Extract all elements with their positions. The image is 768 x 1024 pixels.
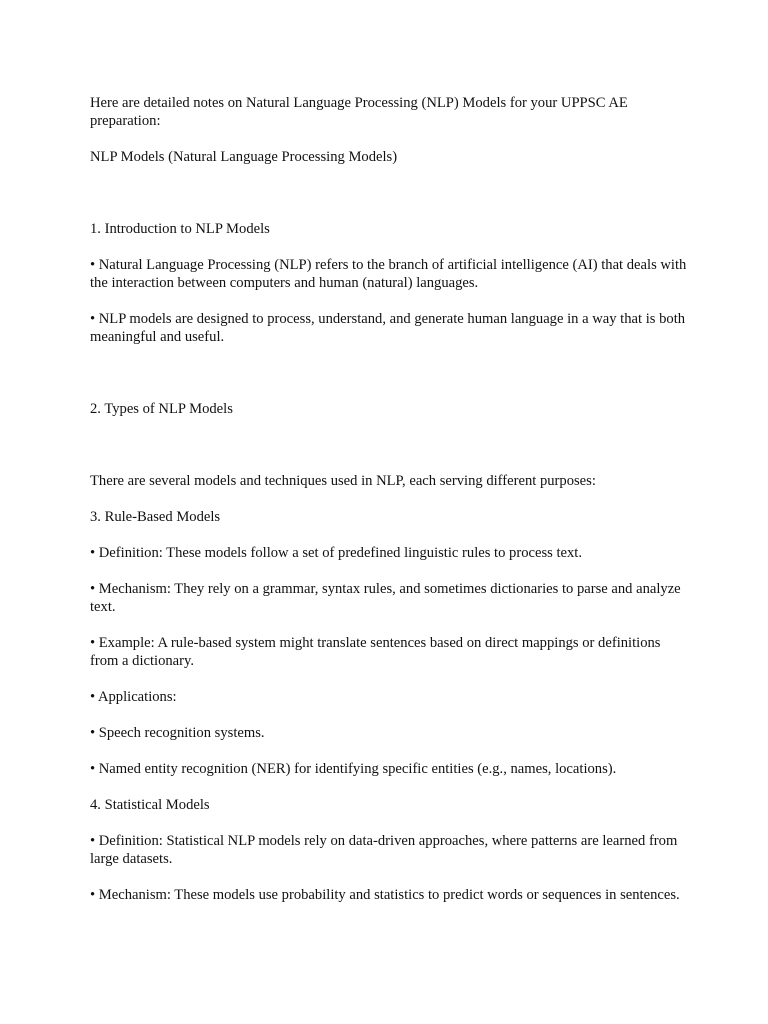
document-title: NLP Models (Natural Language Processing Models) bbox=[90, 149, 398, 165]
section-heading-introduction: 1. Introduction to NLP Models bbox=[90, 221, 270, 237]
bullet-item: • Definition: These models follow a set of predefined linguistic rules to process text. bbox=[90, 545, 582, 561]
section-heading-statistical: 4. Statistical Models bbox=[90, 797, 210, 813]
bullet-item: • Natural Language Processing (NLP) refers to the branch of artificial intelligence (AI) that deals with the interaction between computers and human (natural) languages. bbox=[90, 257, 687, 291]
bullet-item: • Mechanism: These models use probability and statistics to predict words or sequences in sentences. bbox=[90, 887, 680, 903]
bullet-item: • Named entity recognition (NER) for identifying specific entities (e.g., names, locations). bbox=[90, 761, 617, 777]
section-heading-types: 2. Types of NLP Models bbox=[90, 401, 233, 417]
intro-paragraph: Here are detailed notes on Natural Language Processing (NLP) Models for your UPPSC AE preparation: bbox=[90, 95, 628, 129]
document-body bbox=[90, 94, 690, 922]
bullet-item: • Applications: bbox=[90, 689, 177, 705]
bullet-item: • Example: A rule-based system might translate sentences based on direct mappings or definitions from a dictionary. bbox=[90, 635, 661, 669]
bullet-item: • NLP models are designed to process, understand, and generate human language in a way that is both meaningful and useful. bbox=[90, 311, 686, 345]
types-intro-paragraph: There are several models and techniques used in NLP, each serving different purposes: bbox=[90, 473, 596, 489]
bullet-item: • Mechanism: They rely on a grammar, syntax rules, and sometimes dictionaries to parse and analyze text. bbox=[90, 581, 681, 615]
section-heading-rule-based: 3. Rule-Based Models bbox=[90, 509, 221, 525]
bullet-item: • Definition: Statistical NLP models rely on data-driven approaches, where patterns are learned from large datasets. bbox=[90, 833, 678, 867]
bullet-item: • Speech recognition systems. bbox=[90, 725, 265, 741]
